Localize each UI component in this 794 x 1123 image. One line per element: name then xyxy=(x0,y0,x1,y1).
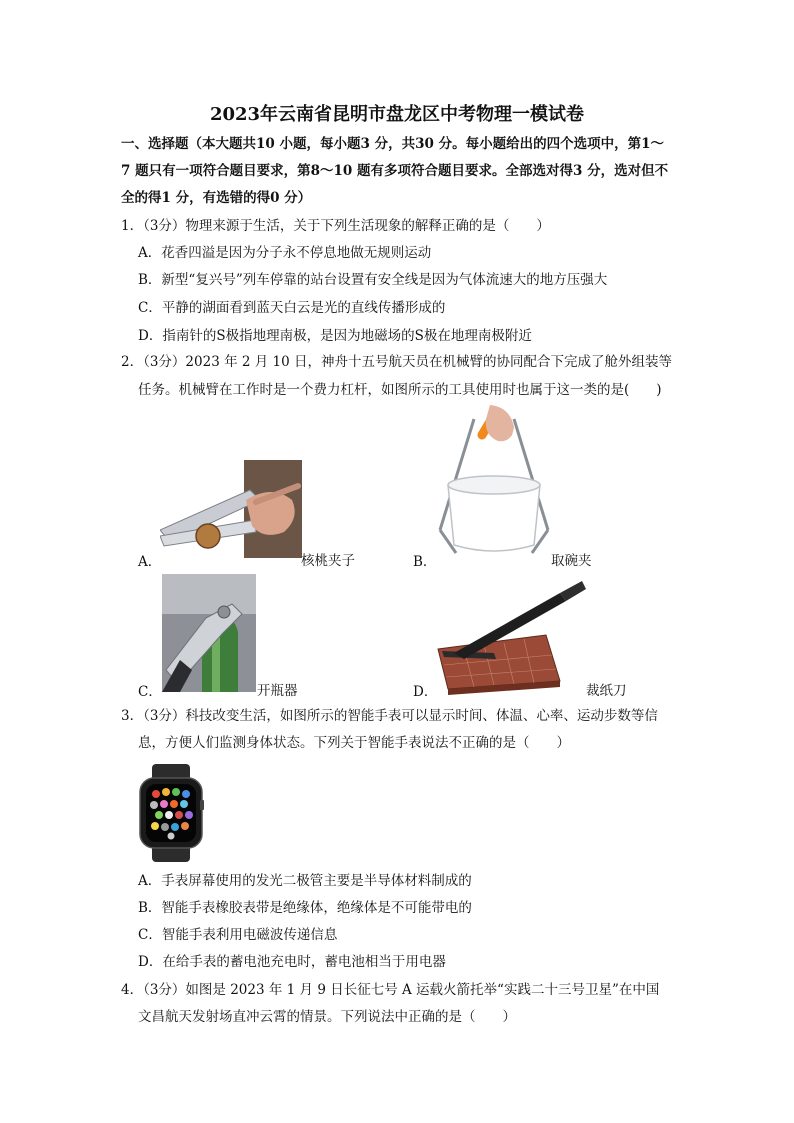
q1-option-d: D．指南针的S极指地理南极，是因为地磁场的S极在地理南极附近 xyxy=(138,328,532,344)
q2-option-b-letter: B． xyxy=(413,554,437,570)
q3-stem-line-1: 3．（3分）科技改变生活，如图所示的智能手表可以显示时间、体温、心率、运动步数等信 xyxy=(121,708,658,724)
q1-option-c: C．平静的湖面看到蓝天白云是光的直线传播形成的 xyxy=(138,300,446,316)
q2-option-d-letter: D． xyxy=(413,684,438,700)
section-header-line-2: 7 题只有一项符合题目要求，第8～10 题有多项符合题目要求。全部选对得3 分，选对但不 xyxy=(121,163,669,179)
q2-option-d-caption: 裁纸刀 xyxy=(586,683,627,699)
q2-option-b-caption: 取碗夹 xyxy=(551,553,592,569)
q3-option-a: A．手表屏幕使用的发光二极管主要是半导体材料制成的 xyxy=(138,873,472,889)
q4-stem-line-1: 4．（3分）如图是 2023 年 1 月 9 日长征七号 A 运载火箭托举“实践二十三号卫星”在中国 xyxy=(121,982,660,998)
section-header-line-3: 全的得1 分，有选错的得0 分） xyxy=(121,190,312,206)
page-title: 2023年云南省昆明市盘龙区中考物理一模试卷 xyxy=(209,104,585,125)
q3-option-b: B．智能手表橡胶表带是绝缘体，绝缘体是不可能带电的 xyxy=(138,900,472,916)
q1-option-b: B．新型“复兴号”列车停靠的站台设置有安全线是因为气体流速大的地方压强大 xyxy=(138,272,608,288)
bowl-gripper-image xyxy=(434,405,554,557)
paper-cutter-image xyxy=(434,577,586,695)
q3-option-c: C．智能手表利用电磁波传递信息 xyxy=(138,927,338,943)
q1-option-a: A．花香四溢是因为分子永不停息地做无规则运动 xyxy=(138,245,432,261)
q2-option-a-letter: A． xyxy=(138,554,162,570)
q2-stem-line-1: 2．（3分）2023 年 2 月 10 日，神舟十五号航天员在机械臂的协同配合下完成了舱外组装等 xyxy=(121,354,673,370)
q3-stem-line-2: 息，方便人们监测身体状态。下列关于智能手表说法不正确的是（ ） xyxy=(138,735,570,751)
smartwatch-image xyxy=(138,764,204,862)
q2-option-c-caption: 开瓶器 xyxy=(257,683,298,699)
bottle-opener-image xyxy=(162,574,256,692)
q3-option-d: D．在给手表的蓄电池充电时，蓄电池相当于用电器 xyxy=(138,954,446,970)
q2-option-a-caption: 核桃夹子 xyxy=(301,553,355,569)
q4-stem-line-2: 文昌航天发射场直冲云霄的情景。下列说法中正确的是（ ） xyxy=(138,1009,516,1025)
walnut-cracker-image xyxy=(160,460,302,558)
section-header-line-1: 一、选择题（本大题共10 小题，每小题3 分，共30 分。每小题给出的四个选项中，第1～ xyxy=(121,136,664,152)
q2-stem-line-2: 任务。机械臂在工作时是一个费力杠杆，如图所示的工具使用时也属于这一类的是( ) xyxy=(138,382,662,398)
q1-stem: 1．（3分）物理来源于生活，关于下列生活现象的解释正确的是（ ） xyxy=(121,218,550,234)
q2-option-c-letter: C． xyxy=(138,684,162,700)
